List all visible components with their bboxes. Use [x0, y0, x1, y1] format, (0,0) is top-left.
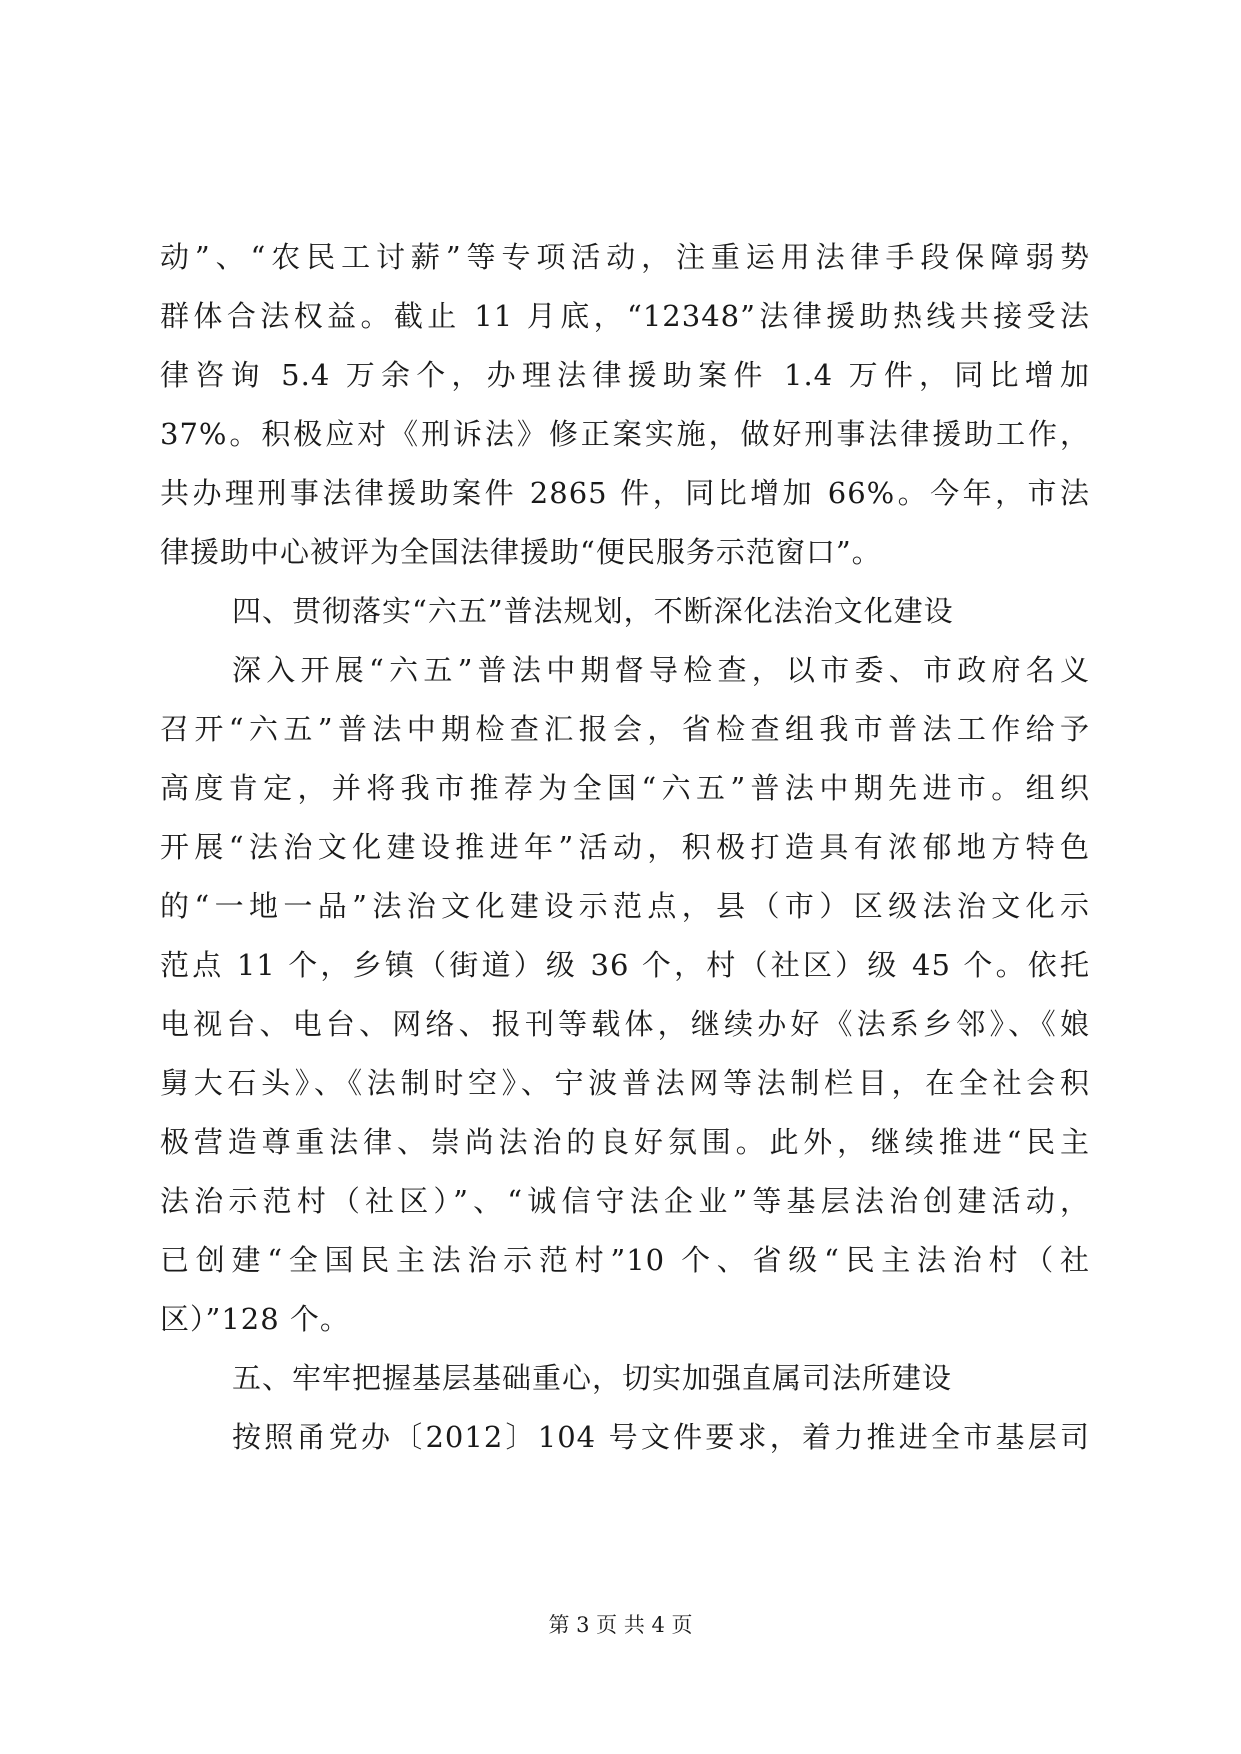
page-number: 第 3 页 共 4 页 [548, 1613, 693, 1637]
text-line: 动”、“农民工讨薪”等专项活动，注重运用法律手段保障弱势 [160, 240, 1090, 274]
text-line: 群体合法权益。截止 11 月底，“12348”法律援助热线共接受法 [160, 299, 1090, 333]
text-line: 法治示范村（社区）”、“诚信守法企业”等基层法治创建活动， [160, 1184, 1090, 1218]
text-line: 共办理刑事法律援助案件 2865 件，同比增加 66%。今年，市法 [160, 476, 1090, 510]
text-line: 37%。积极应对《刑诉法》修正案实施，做好刑事法律援助工作， [160, 417, 1090, 451]
text-line: 范点 11 个，乡镇（街道）级 36 个，村（社区）级 45 个。依托 [160, 948, 1090, 982]
text-line: 开展“法治文化建设推进年”活动，积极打造具有浓郁地方特色 [160, 830, 1090, 864]
text-line: 按照甬党办〔2012〕104 号文件要求，着力推进全市基层司 [232, 1420, 1090, 1454]
text-line: 高度肯定，并将我市推荐为全国“六五”普法中期先进市。组织 [160, 771, 1090, 805]
text-line: 的“一地一品”法治文化建设示范点，县（市）区级法治文化示 [160, 889, 1090, 923]
text-line: 律咨询 5.4 万余个，办理法律援助案件 1.4 万件，同比增加 [160, 358, 1090, 392]
section-heading-4: 四、贯彻落实“六五”普法规划，不断深化法治文化建设 [232, 594, 954, 628]
text-line: 极营造尊重法律、崇尚法治的良好氛围。此外，继续推进“民主 [160, 1125, 1090, 1159]
document-body [160, 228, 1090, 1467]
text-line: 召开“六五”普法中期检查汇报会，省检查组我市普法工作给予 [160, 712, 1090, 746]
text-line: 舅大石头》、《法制时空》、宁波普法网等法制栏目，在全社会积 [160, 1066, 1090, 1100]
page-footer [0, 1610, 1241, 1640]
text-line: 区）”128 个。 [160, 1302, 350, 1336]
text-line: 电视台、电台、网络、报刊等载体，继续办好《法系乡邻》、《娘 [160, 1007, 1090, 1041]
text-line: 律援助中心被评为全国法律援助“便民服务示范窗口”。 [160, 535, 882, 569]
text-line: 深入开展“六五”普法中期督导检查，以市委、市政府名义 [232, 653, 1090, 687]
section-heading-5: 五、牢牢把握基层基础重心，切实加强直属司法所建设 [232, 1361, 953, 1395]
text-line: 已创建“全国民主法治示范村”10 个、省级“民主法治村（社 [160, 1243, 1090, 1277]
